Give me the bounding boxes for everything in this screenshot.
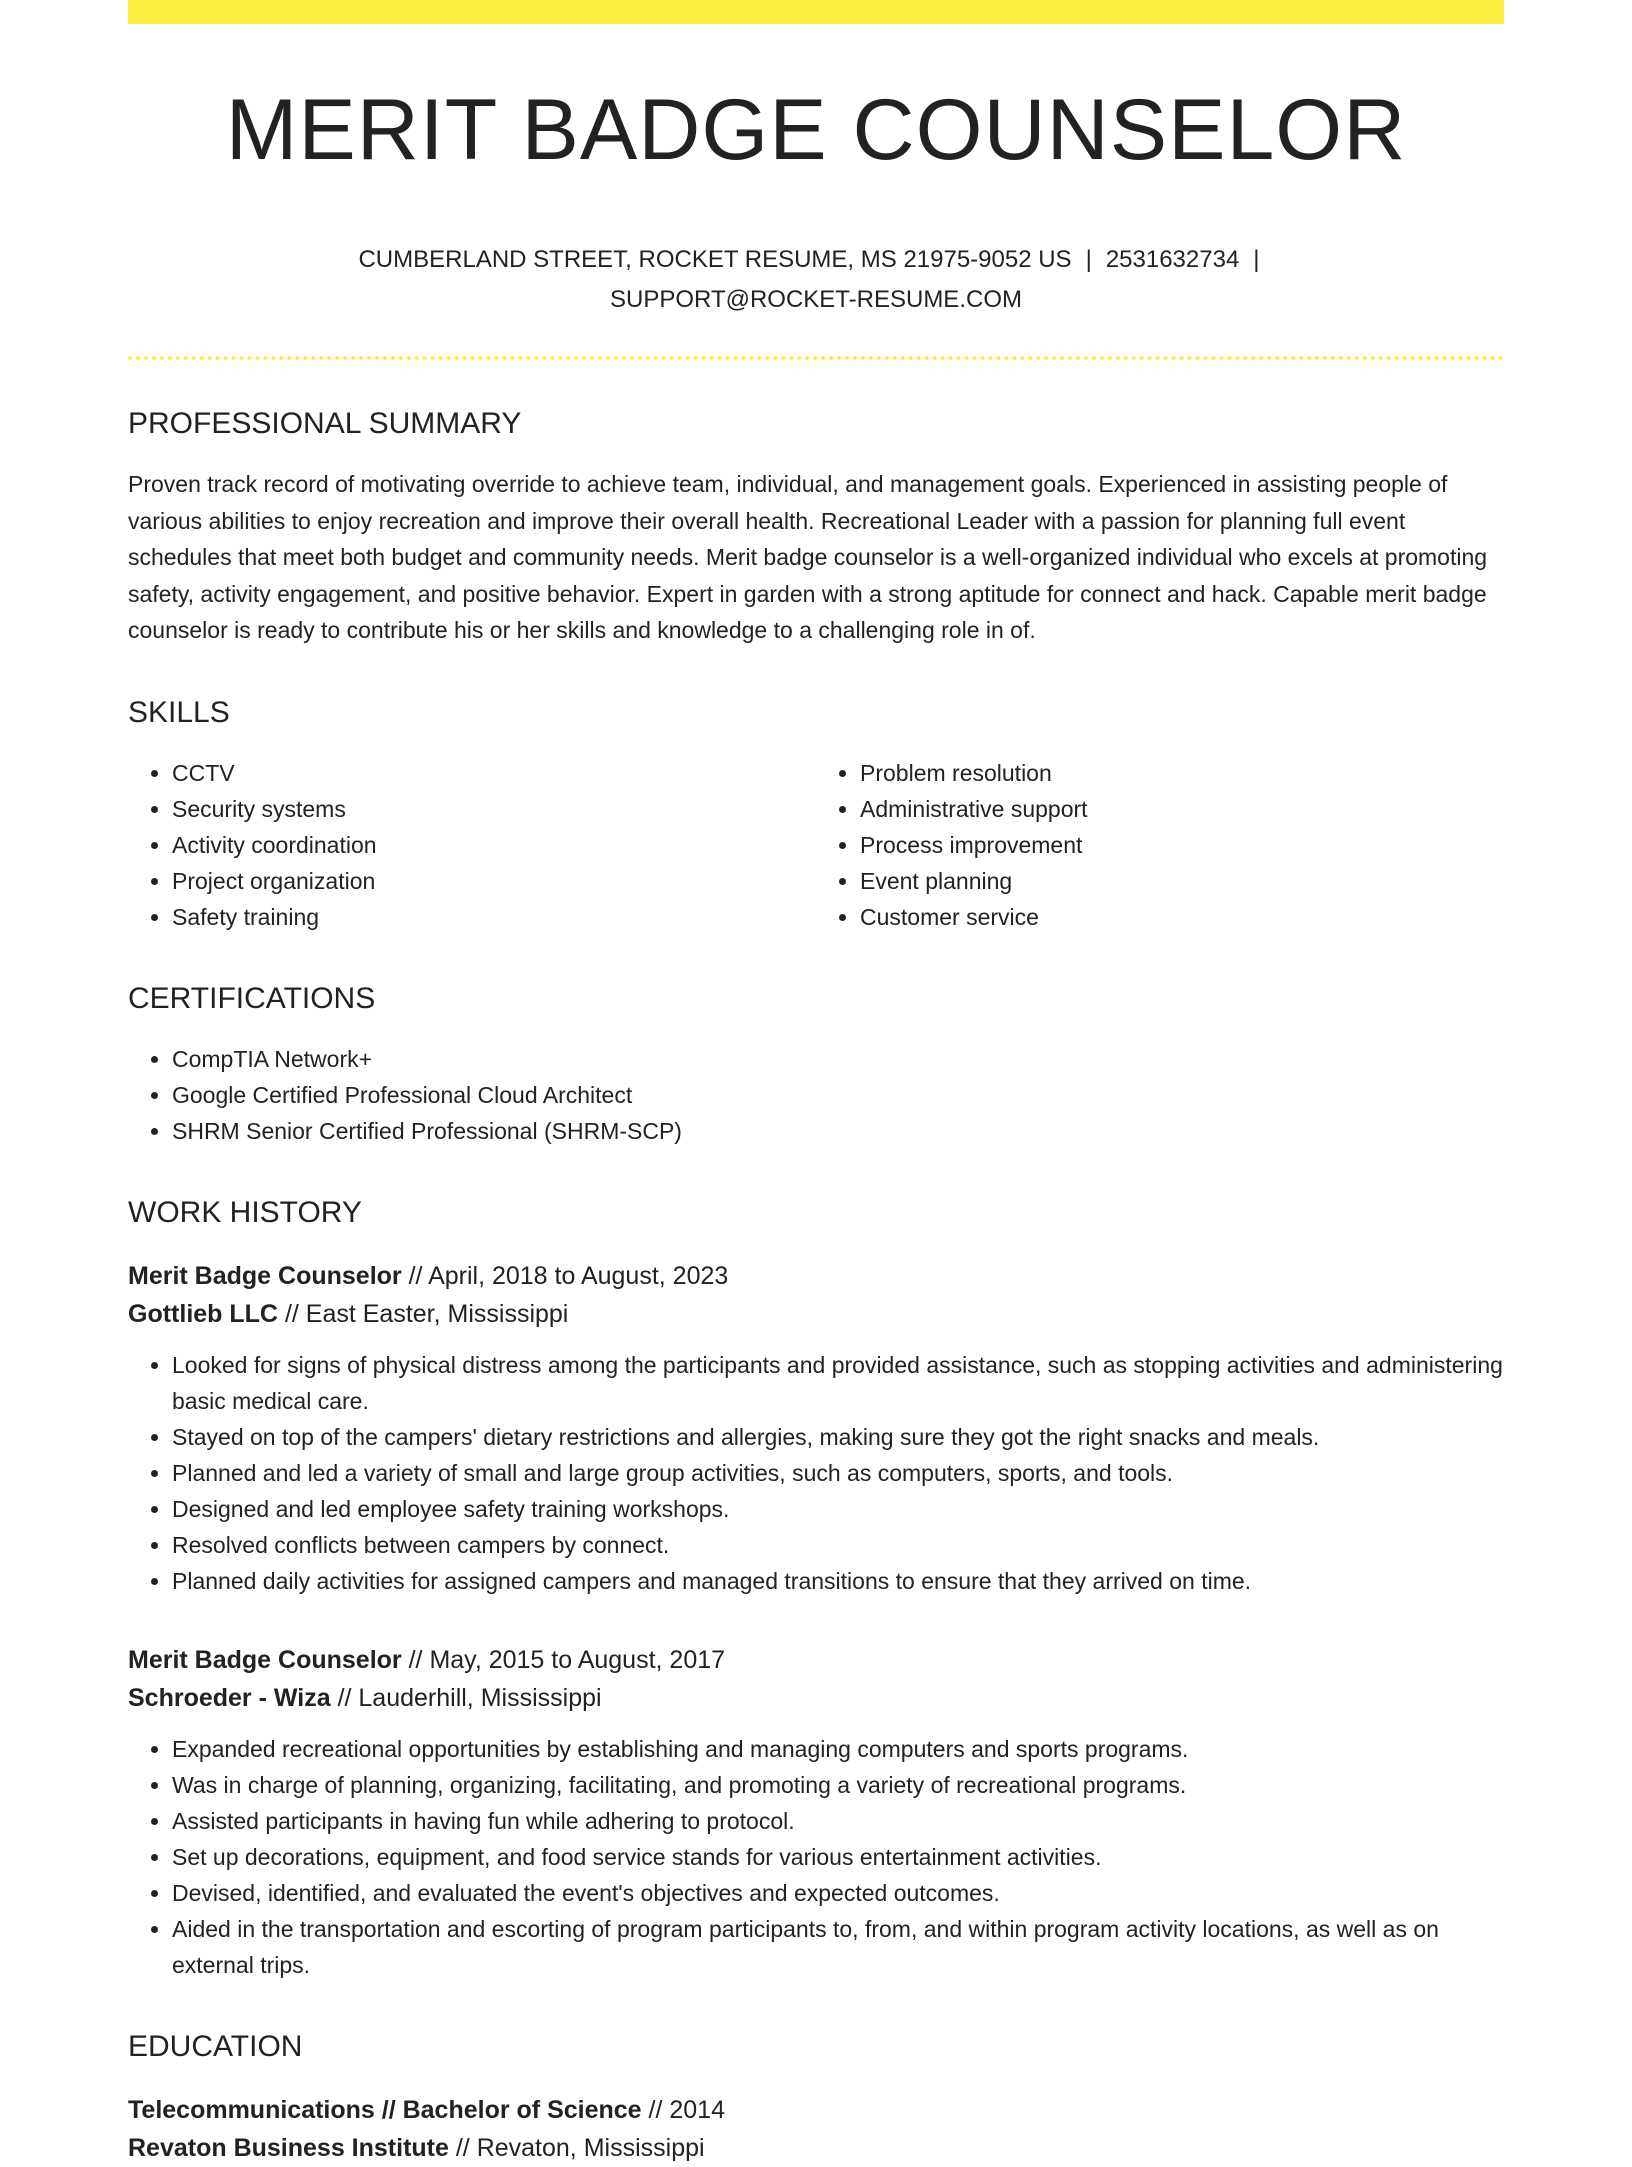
email: SUPPORT@ROCKET-RESUME.COM: [610, 286, 1022, 313]
job-title-line: [128, 1257, 1504, 1295]
skill-item: • Event planning: [860, 863, 1504, 899]
address: CUMBERLAND STREET, ROCKET RESUME, MS 21975-9052 US: [358, 246, 1072, 273]
job-company-line: [128, 1295, 1504, 1333]
skill-item: • Activity coordination: [172, 827, 816, 863]
job-dates: // May, 2015 to August, 2017: [408, 1645, 726, 1674]
skill-item: • Security systems: [172, 791, 816, 827]
job-bullet: • Expanded recreational opportunities by establishing and managing computers and sports programs.: [172, 1731, 1504, 1767]
skill-item: • Administrative support: [860, 791, 1504, 827]
skill-item: • Customer service: [860, 899, 1504, 935]
education-school-line: [128, 2129, 1504, 2167]
summary-text: Proven track record of motivating override to achieve team, individual, and management goals. Experienced in assisting people of various abilities to enjoy recreation and improve their overall health. Recreational Leader with a passion for planning full event schedules that meet both budget and community needs. Merit badge counselor is a well-organized individual who excels at promoting safety, activity engagement, and positive behavior. Expert in garden with a strong aptitude for connect and hack. Capable merit badge counselor is ready to contribute his or her skills and knowledge to a challenging role in of.: [128, 471, 1488, 643]
job-location: // East Easter, Mississippi: [284, 1299, 569, 1328]
resume-content: [128, 0, 1504, 2167]
skills-grid: [128, 733, 1504, 935]
education-heading: EDUCATION: [128, 2029, 303, 2063]
job-company: Schroeder - Wiza: [128, 1683, 331, 1712]
skill-item: • Process improvement: [860, 827, 1504, 863]
skills-left-list: [128, 755, 816, 935]
skill-item: • Safety training: [172, 899, 816, 935]
education-year: // 2014: [648, 2095, 725, 2124]
job-location: // Lauderhill, Mississippi: [337, 1683, 602, 1712]
certifications-list: [128, 1041, 1504, 1149]
header-divider: [128, 356, 1504, 360]
education-entry: [128, 2091, 1504, 2167]
job-dates: // April, 2018 to August, 2023: [408, 1261, 729, 1290]
work-history-heading: WORK HISTORY: [128, 1195, 362, 1229]
job-company-line: [128, 1679, 1504, 1717]
education-location: // Revaton, Mississippi: [455, 2133, 705, 2162]
contact-separator: |: [1253, 246, 1260, 273]
job-bullet: • Was in charge of planning, organizing, facilitating, and promoting a variety of recreational programs.: [172, 1767, 1504, 1803]
job-bullet: • Planned and led a variety of small and large group activities, such as computers, sports, and tools.: [172, 1455, 1504, 1491]
education-degree-line: [128, 2091, 1504, 2129]
job-bullet: • Designed and led employee safety training workshops.: [172, 1491, 1504, 1527]
job-title-line: [128, 1641, 1504, 1679]
job-role: Merit Badge Counselor: [128, 1261, 402, 1290]
education-school: Revaton Business Institute: [128, 2133, 449, 2162]
job-bullet: • Set up decorations, equipment, and food service stands for various entertainment activities.: [172, 1839, 1504, 1875]
skill-item: • Project organization: [172, 863, 816, 899]
job-entry: [128, 1641, 1504, 1983]
contact-separator: |: [1085, 246, 1092, 273]
certifications-heading: CERTIFICATIONS: [128, 981, 376, 1015]
job-role: Merit Badge Counselor: [128, 1645, 402, 1674]
job-bullet: • Aided in the transportation and escorting of program participants to, from, and within program activity locations, as well as on external trips.: [172, 1911, 1504, 1983]
job-bullet: • Devised, identified, and evaluated the event's objectives and expected outcomes.: [172, 1875, 1504, 1911]
contact-line-2: [128, 280, 1504, 320]
contact-line-1: [128, 240, 1504, 280]
skills-right-list: [816, 755, 1504, 935]
certification-item: • CompTIA Network+: [172, 1041, 1504, 1077]
job-bullet: • Looked for signs of physical distress among the participants and provided assistance, such as stopping activities and administering basic medical care.: [172, 1347, 1504, 1419]
job-bullet: • Resolved conflicts between campers by connect.: [172, 1527, 1504, 1563]
job-entry: [128, 1257, 1504, 1599]
job-bullets: [128, 1347, 1504, 1599]
education-degree: Telecommunications // Bachelor of Science: [128, 2095, 642, 2124]
certification-item: • SHRM Senior Certified Professional (SHRM-SCP): [172, 1113, 1504, 1149]
job-company: Gottlieb LLC: [128, 1299, 278, 1328]
candidate-name: MERIT BADGE COUNSELOR: [225, 82, 1407, 178]
summary-heading: PROFESSIONAL SUMMARY: [128, 407, 522, 440]
job-bullets: [128, 1731, 1504, 1983]
skills-heading: SKILLS: [128, 695, 230, 729]
phone: 2531632734: [1105, 246, 1240, 273]
job-bullet: • Assisted participants in having fun while adhering to protocol.: [172, 1803, 1504, 1839]
skill-item: • Problem resolution: [860, 755, 1504, 791]
job-bullet: • Planned daily activities for assigned campers and managed transitions to ensure that they arrived on time.: [172, 1563, 1504, 1599]
contact-info: [128, 240, 1504, 320]
skill-item: • CCTV: [172, 755, 816, 791]
job-bullet: • Stayed on top of the campers' dietary restrictions and allergies, making sure they got the right snacks and meals.: [172, 1419, 1504, 1455]
certification-item: • Google Certified Professional Cloud Architect: [172, 1077, 1504, 1113]
